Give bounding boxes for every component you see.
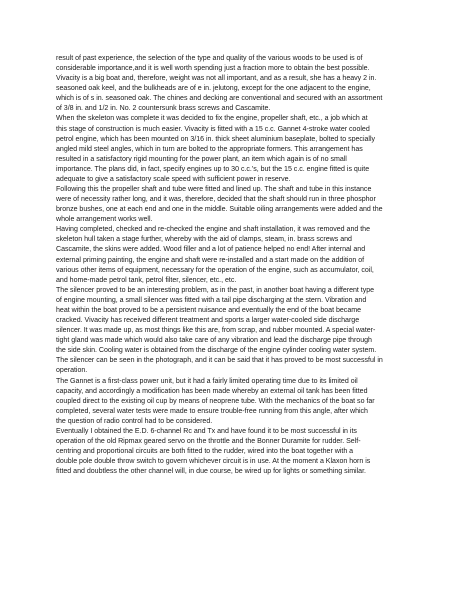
paragraph-radio-control: Eventually I obtained the E.D. 6-channel Rc and Tx and have found it to be most successful in its operation of the old Ripmax geared servo on the throttle and the Bonner Duramite for rudder. Self- centring and proportional circuits are both fitted to the rudder, wired into the boat together with a double pole double throw switch to govern whichever circuit is in use. At the moment a Klaxon horn is fitted and doubtless the other channel will, in due course, be wired up for lights or something similar.: [56, 427, 371, 476]
paragraph-silencer: The silencer proved to be an interesting problem, as in the past, in another boat having a different type of engine mounting, a small silencer was fitted with a tail pipe discharging at the stern. Vibration and heat within the boat proved to be a persistent nuisance and eventually the end of the boat became cracked. Vivacity has received different treatment and sports a larger water-cooled side discharge silencer. It was made up, as most things like this are, from scrap, and rubber mounted. A special water- tight gland was made which would also take care of any vibration and lead the discharge pipe through the side skin. Cooling water is obtained from the discharge of the engine cylinder cooling water system. The silencer can be seen in the photograph, and it can be said that it has proved to be most successful in operation.: [56, 286, 383, 375]
paragraph-gannet-oil: The Gannet is a first-class power unit, but it had a fairly limited operating time due to its limited oil capacity, and accordingly a modification has been made whereby an external oil tank has been fitted coupled direct to the existing oil cup by means of neoprene tube. With the mechanics of the boat so far completed, several water tests were made to ensure trouble-free running from this angle, after which the question of radio control had to be considered.: [56, 377, 375, 425]
paragraph-wood-selection: result of past experience, the selection of the type and quality of the various woods to be used is of considerable importance,and it is well worth spending just a fraction more to obtain the best possible. Vivacity is a big boat and, therefore, weight was not all important, and as a result, she has a heavy 2 in. seasoned oak keel, and the bulkheads are of e in. jelutong, except for the one adjacent to the engine, which is of s in. seasoned oak. The chines and decking are conventional and secured with an assortment of 3/8 in. and 1/2 in. No. 2 countersunk brass screws and Cascamite.: [56, 55, 383, 113]
paragraph-propeller-shaft: Following this the propeller shaft and tube were fitted and lined up. The shaft and tube in this instance were of necessity rather long, and it was, therefore, decided that the shaft should run in three phosphor bronze bushes, one at each end and one in the middle. Suitable oiling arrangements were added and the whole arrangement works well.: [56, 186, 383, 224]
paragraph-hull-skinning: Having completed, checked and re-checked the engine and shaft installation, it was removed and the skeleton hull taken a stage further, whereby with the aid of clamps, steam, in. brass screws and Cascamite, the skins were added. Wood filler and a lot of patience helped no end! After internal and external priming painting, the engine and shaft were re-installed and a start made on the addition of various other items of equipment, necessary for the operation of the engine, such as accumulator, coil, and home-made petrol tank, petrol filter, silencer, etc., etc.: [56, 226, 374, 284]
paragraph-engine-mounting: When the skeleton was complete it was decided to fix the engine, propeller shaft, etc., a job which at this stage of construction is much easier. Vivacity is fitted with a 15 c.c. Gannet 4-stroke water cooled petrol engine, which has been mounted on 3/16 in. thick sheet aluminium baseplate, bolted to specially angled mild steel angles, which in turn are bolted to the appropriate formers. This arrangement has resulted in a satisfactory rigid mounting for the power plant, an item which again is of no small importance. The plans did, in fact, specify engines up to 30 c.c.'s, but the 15 c.c. engine fitted is quite adequate to give a satisfactory scale speed with sufficient power in reserve.: [56, 115, 376, 183]
document-page: [56, 54, 412, 477]
